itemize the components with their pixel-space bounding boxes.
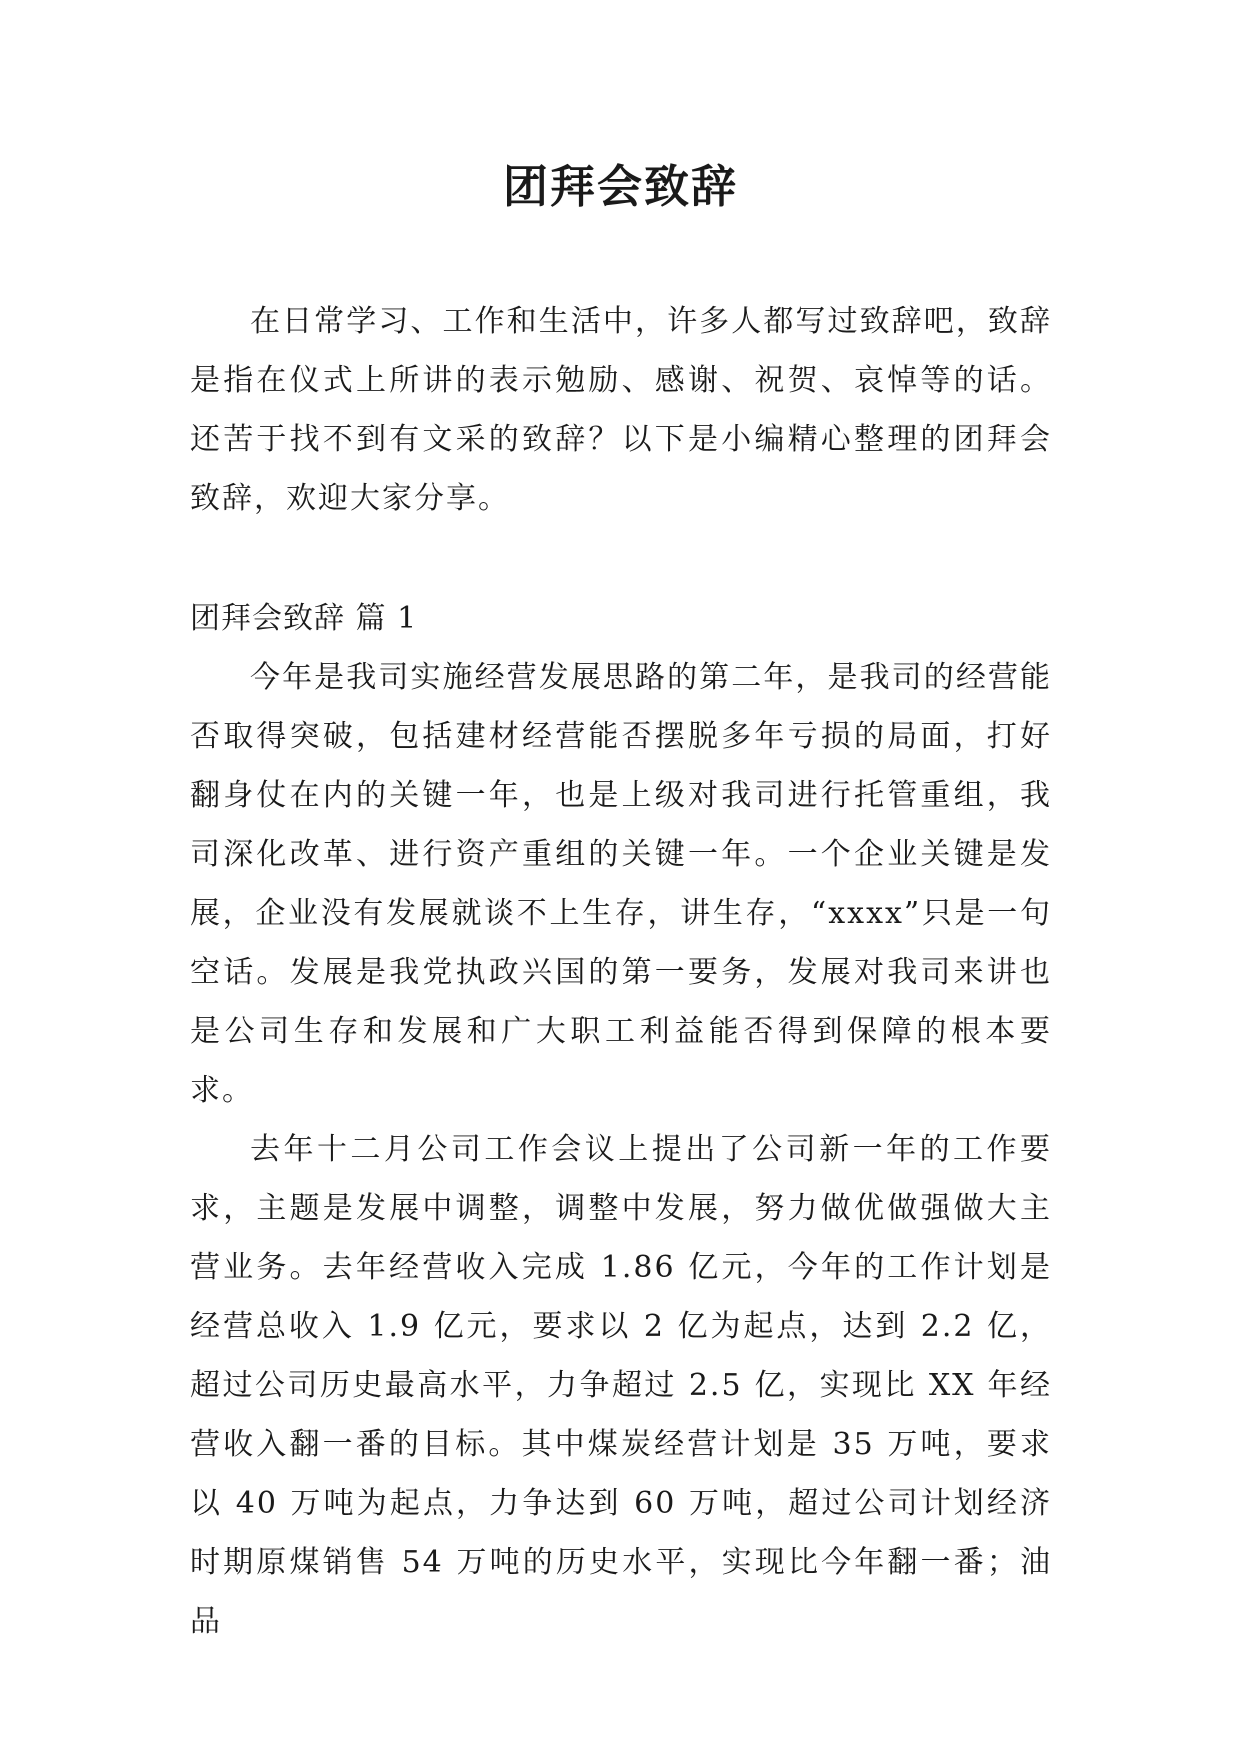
document-title: 团拜会致辞 <box>502 160 738 213</box>
body-paragraph-1: 今年是我司实施经营发展思路的第二年，是我司的经营能否取得突破，包括建材经营能否摆脱多年亏损的局面，打好翻身仗在内的关键一年，也是上级对我司进行托管重组，我司深化改革、进行资产重组的关键一年。一个企业关键是发展，企业没有发展就谈不上生存，讲生存，“xxxx”只是一句空话。发展是我党执政兴国的第一要务，发展对我司来讲也是公司生存和发展和广大职工利益能否得到保障的根本要求。 <box>190 660 1052 1108</box>
intro-paragraph: 在日常学习、工作和生活中，许多人都写过致辞吧，致辞是指在仪式上所讲的表示勉励、感谢、祝贺、哀悼等的话。还苦于找不到有文采的致辞？以下是小编精心整理的团拜会致辞，欢迎大家分享。 <box>190 304 1052 516</box>
body-paragraph-2: 去年十二月公司工作会议上提出了公司新一年的工作要求，主题是发展中调整，调整中发展，努力做优做强做大主营业务。去年经营收入完成 1.86 亿元，今年的工作计划是经营总收入 1.9 亿元，要求以 2 亿为起点，达到 2.2 亿，超过公司历史最高水平，力争超过 2.5 亿，实现比 XX 年经营收入翻一番的目标。其中煤炭经营计划是 35 万吨，要求以 40 万吨为起点，力争达到 60 万吨，超过公司计划经济时期原煤销售 54 万吨的历史水平，实现比今年翻一番；油品 <box>190 1132 1052 1639</box>
document-body <box>190 292 1052 1651</box>
section-heading: 团拜会致辞 篇 1 <box>190 601 418 636</box>
